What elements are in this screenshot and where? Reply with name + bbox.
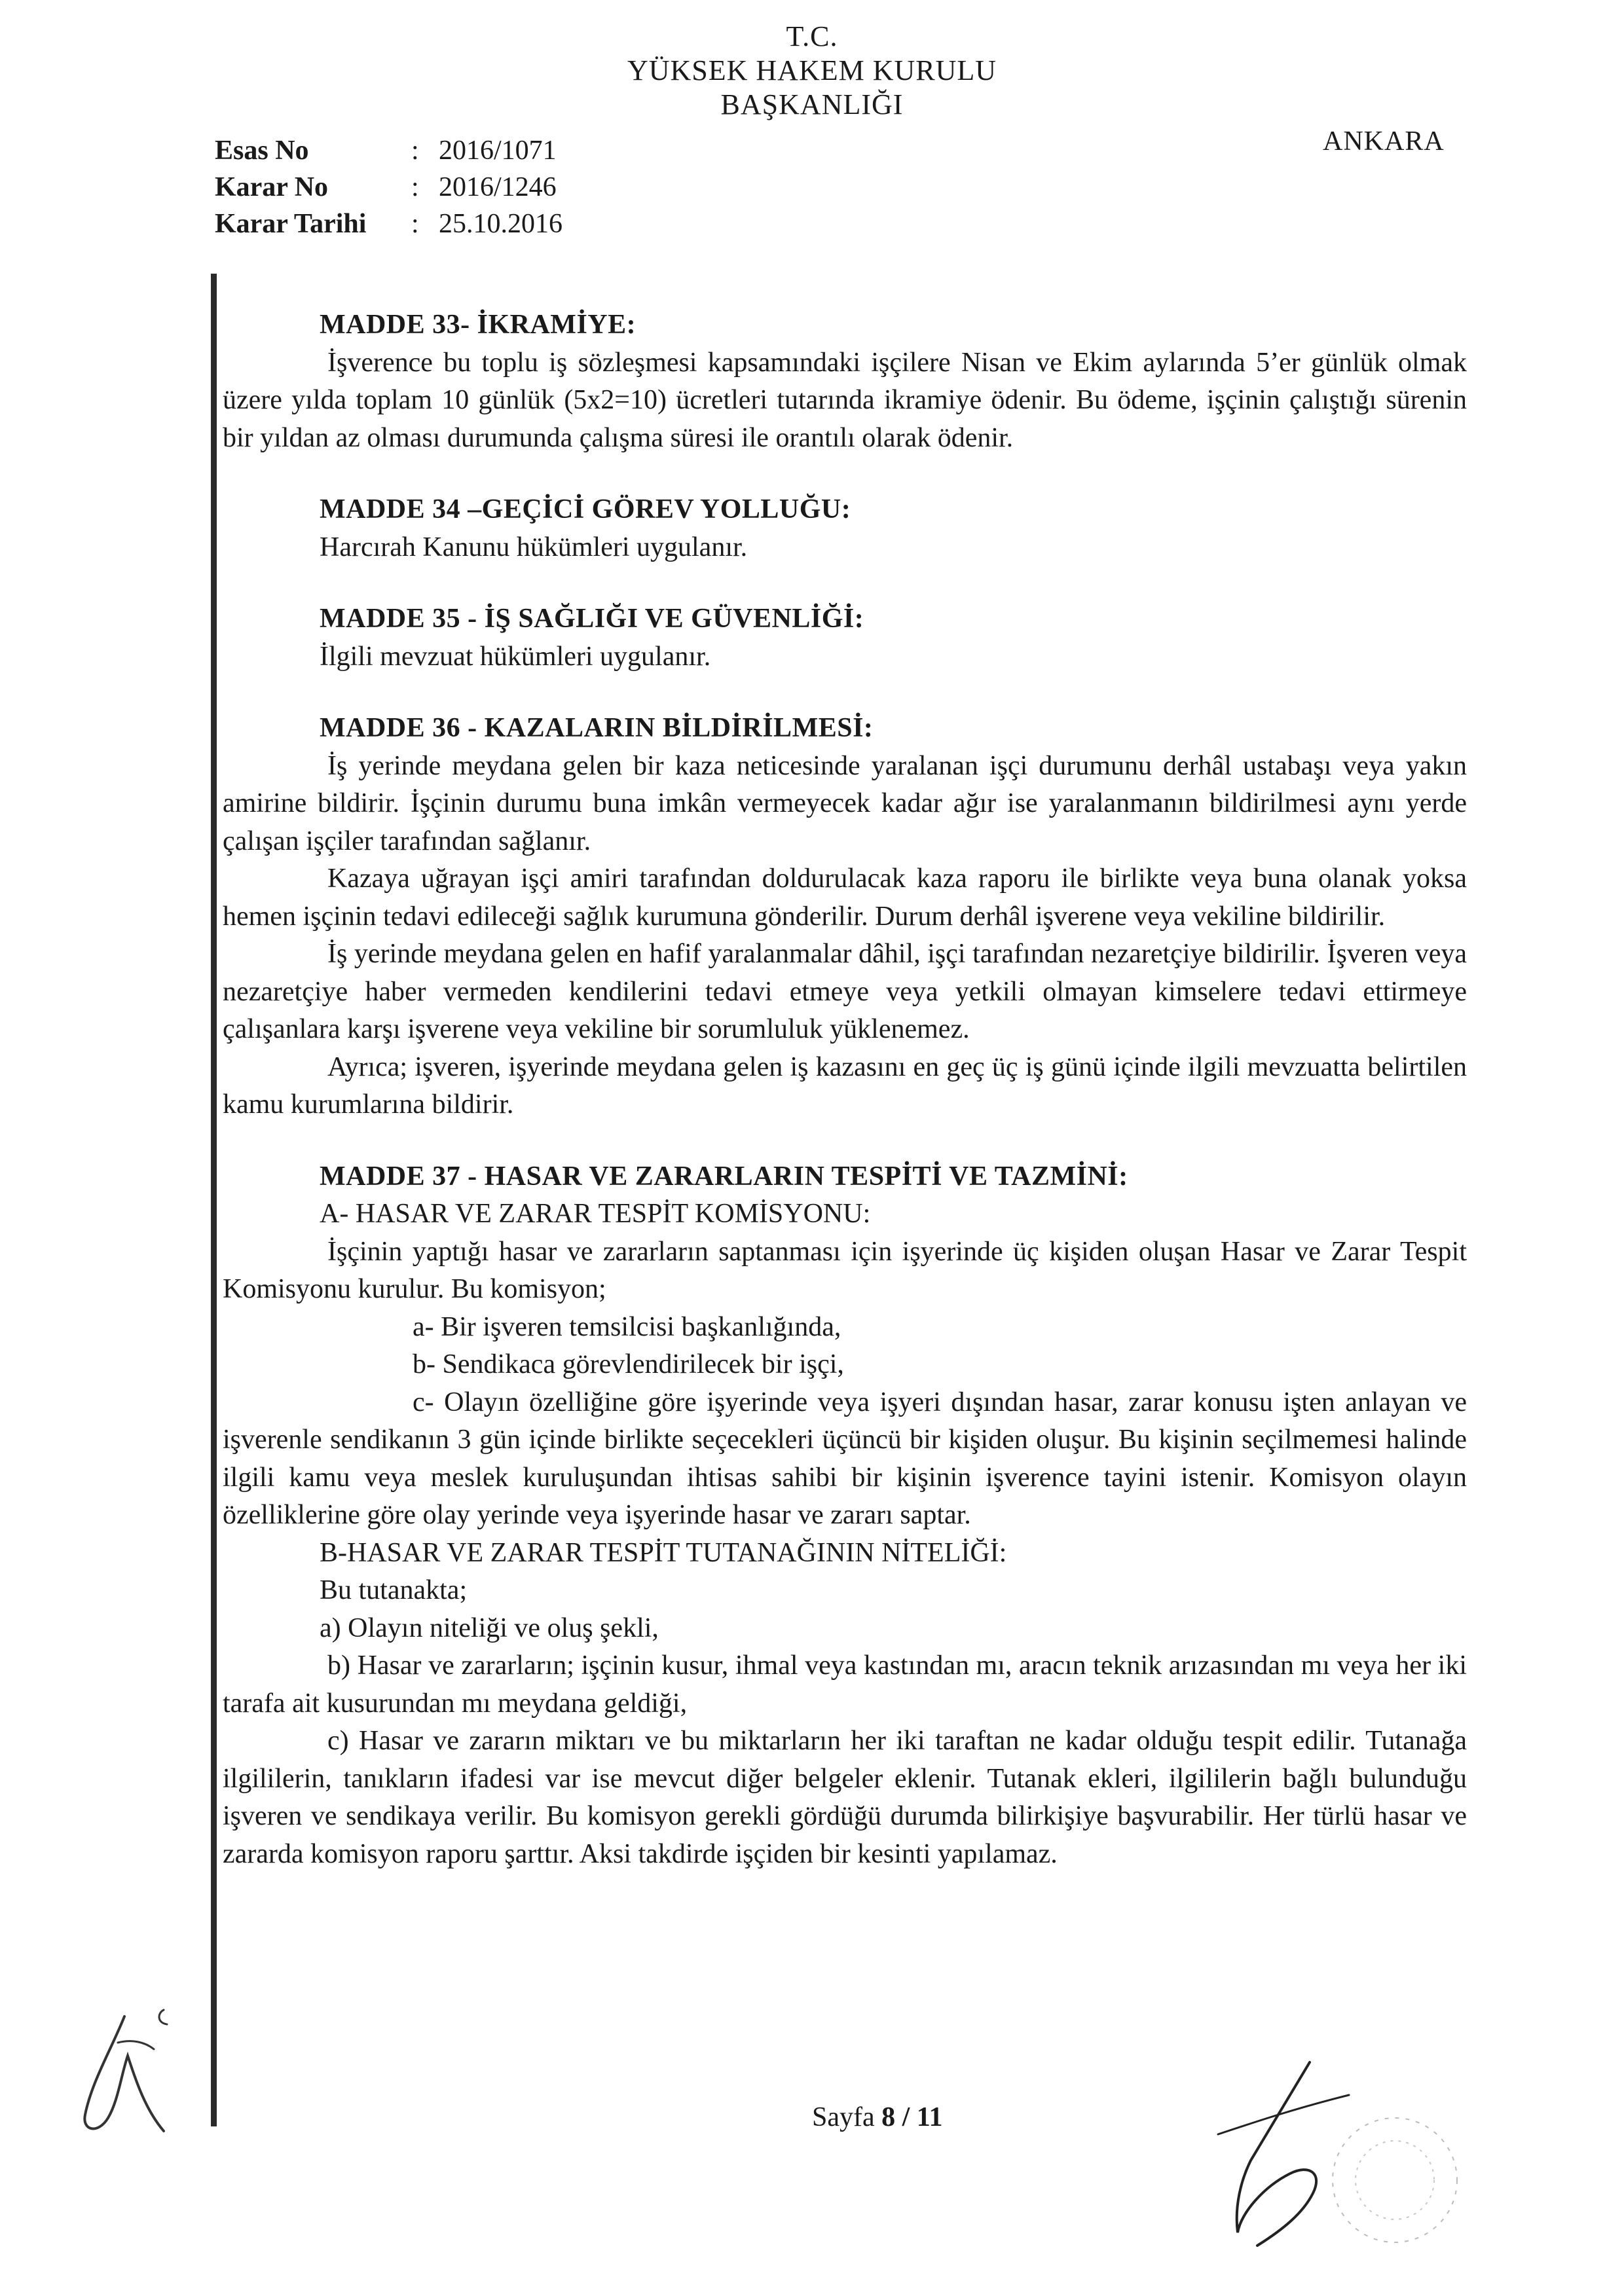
header-office: BAŞKANLIĞI (720, 88, 904, 120)
tarih-row (215, 206, 563, 242)
article-36-para-4: Ayrıca; işveren, işyerinde meydana gelen iş kazasını en geç üç iş günü içinde ilgili mevzuatta belirtilen kamu kurumlarına bildirir. (223, 1051, 1467, 1120)
article-37-item-c: c- Olayın özelliğine göre işyerinde veya işyeri dışından hasar, zarar konusu işten anlayan ve işverenle sendikanın 3 gün içinde birlikte seçecekleri üçüncü bir kişiden oluşur. Bu kişinin seçilmemesi halinde ilgili kamu veya meslek kuruluşundan ihtisas sahibi bir kişinin işverence tayini istenir. Komisyon olayın özelliklerine göre olay yerinde veya işyerinde hasar ve zararı saptar. (223, 1387, 1467, 1530)
article-36-para-2: Kazaya uğrayan işçi amiri tarafından doldurulacak kaza raporu ile birlikte veya buna olanak yoksa hemen işçinin tedavi edileceği sağlık kurumuna gönderilir. Durum derhâl işverene veya vekiline bildirilir. (223, 864, 1467, 932)
page-label: Sayfa (812, 2102, 875, 2132)
tarih-label: Karar Tarihi (215, 209, 367, 239)
esas-row (215, 132, 563, 169)
page-number-value: 8 / 11 (881, 2102, 943, 2132)
article-34-title: MADDE 34 –GEÇİCİ GÖREV YOLLUĞU: (320, 494, 851, 524)
article-37-section-a-title: A- HASAR VE ZARAR TESPİT KOMİSYONU: (320, 1199, 871, 1229)
esas-label: Esas No (215, 136, 309, 166)
article-35-text: İlgili mevzuat hükümleri uygulanır. (320, 641, 711, 672)
article-37-section-b-title: B-HASAR VE ZARAR TESPİT TUTANAĞININ NİTELİĞİ: (320, 1537, 1007, 1568)
article-35-title: MADDE 35 - İŞ SAĞLIĞI VE GÜVENLİĞİ: (320, 604, 864, 634)
colon: : (411, 136, 419, 166)
karar-label: Karar No (215, 172, 329, 202)
document-body (223, 306, 1467, 1873)
article-33-title: MADDE 33- İKRAMİYE: (320, 310, 637, 340)
article-34-text: Harcırah Kanunu hükümleri uygulanır. (320, 532, 748, 562)
article-36-title: MADDE 36 - KAZALARIN BİLDİRİLMESİ: (320, 713, 874, 743)
margin-bar (211, 274, 217, 2126)
article-37-section-a-text: İşçinin yaptığı hasar ve zararların saptanması için işyerinde üç kişiden oluşan Hasar ve Zarar Tespit Komisyonu kurulur. Bu komisyon; (223, 1236, 1467, 1304)
signature (1179, 2056, 1493, 2278)
article-37-section-b-intro: Bu tutanakta; (320, 1575, 468, 1605)
article-37-title: MADDE 37 - HASAR VE ZARARLARIN TESPİTİ VE TAZMİNİ: (320, 1161, 1128, 1192)
karar-value: 2016/1246 (439, 172, 557, 202)
colon: : (411, 172, 419, 202)
institution-header (0, 20, 1624, 122)
article-37-sub-b: b) Hasar ve zararların; işçinin kusur, ihmal veya kastından mı, aracın teknik arızasından mı veya her iki tarafa ait kusurundan mı meydana geldiği, (223, 1650, 1467, 1719)
header-tc: T.C. (786, 20, 838, 52)
article-33-text: İşverence bu toplu iş sözleşmesi kapsamındaki işçilere Nisan ve Ekim aylarında 5’er günlük olmak üzere yılda toplam 10 günlük (5x2=10) ücretleri tutarında ikramiye ödenir. Bu ödeme, işçinin çalıştığı sürenin bir yıldan az olması durumunda çalışma süresi ile orantılı olarak ödenir. (223, 347, 1467, 453)
city-label: ANKARA (1323, 126, 1445, 156)
karar-row (215, 169, 563, 206)
tarih-value: 25.10.2016 (439, 209, 563, 239)
article-37-item-a: a- Bir işveren temsilcisi başkanlığında, (413, 1311, 841, 1342)
article-37-sub-a: a) Olayın niteliği ve oluş şekli, (320, 1613, 659, 1643)
article-37-item-b: b- Sendikaca görevlendirilecek bir işçi, (413, 1349, 844, 1379)
header-institution: YÜKSEK HAKEM KURULU (627, 54, 997, 86)
colon: : (411, 209, 419, 239)
page-number (812, 2102, 943, 2133)
article-36-para-3: İş yerinde meydana gelen en hafif yaralanmalar dâhil, işçi tarafından nezaretçiye bildirilir. İşveren veya nezaretçiye haber vermeden kendilerini tedavi etmeye veya yetkili olmayan kimselere tedavi ettirmeye çalışanlara karşı işverene veya vekiline bir sorumluluk yüklenemez. (223, 939, 1467, 1044)
esas-value: 2016/1071 (439, 136, 557, 166)
article-37-sub-c: c) Hasar ve zararın miktarı ve bu miktarların her iki taraftan ne kadar olduğu tespit edilir. Tutanağa ilgililerin, tanıkların ifadesi var ise mevcut diğer belgeler eklenir. Tutanak ekleri, ilgililerin bağlı bulunduğu işveren ve sendikaya verilir. Bu komisyon gerekli gördüğü durumda bilirkişiye başvurabilir. Her türlü hasar ve zararda komisyon raporu şarttır. Aksi takdirde işçiden bir kesinti yapılamaz. (223, 1726, 1467, 1869)
initials-signature (65, 1990, 210, 2147)
case-info (215, 132, 563, 242)
article-36-para-1: İş yerinde meydana gelen bir kaza neticesinde yaralanan işçi durumunu derhâl ustabaşı veya yakın amirine bildirir. İşçinin durumu buna imkân vermeyecek kadar ağır ise yaralanmanın bildirilmesi aynı yerde çalışan işçiler tarafından sağlanır. (223, 750, 1467, 856)
